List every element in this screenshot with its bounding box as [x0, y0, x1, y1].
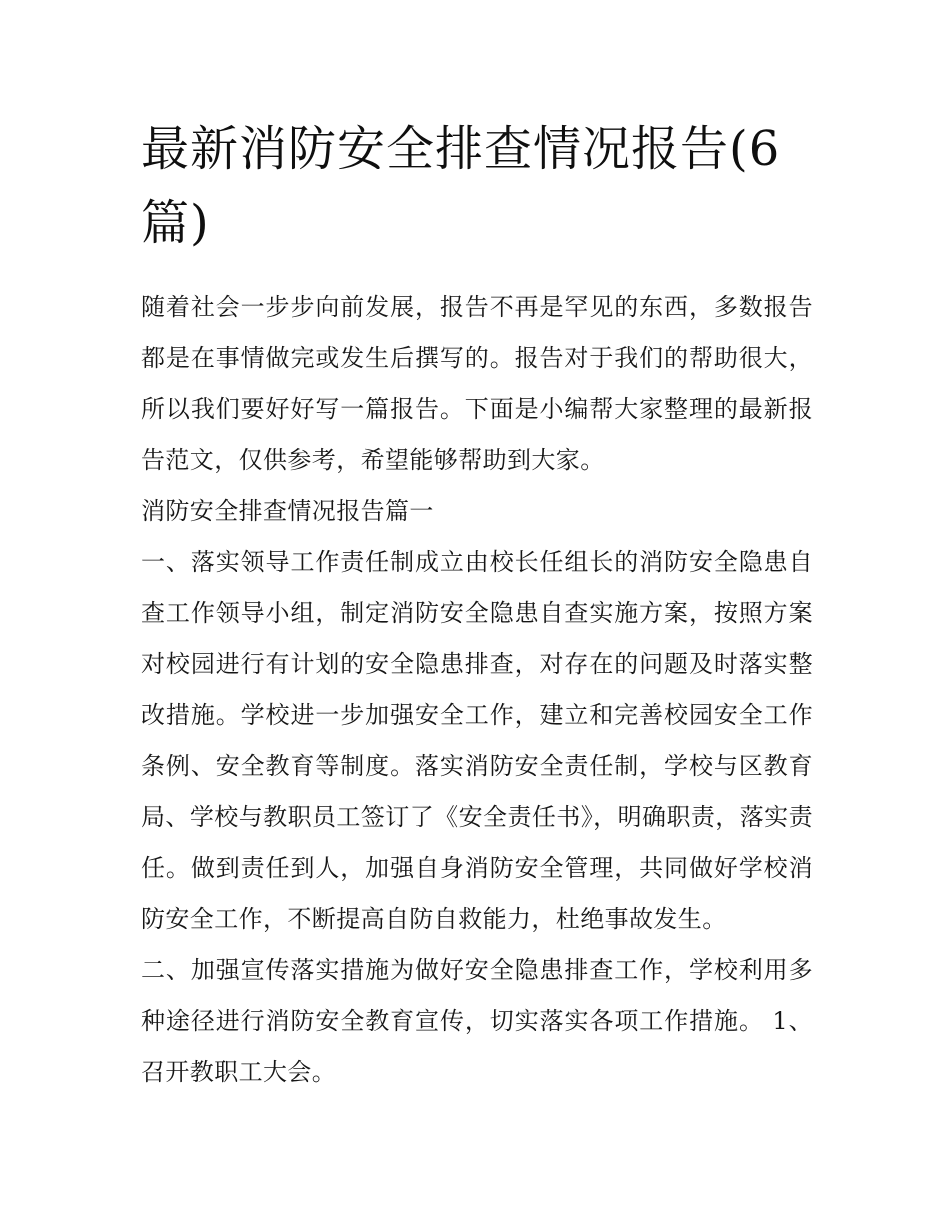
document-title: 最新消防安全排查情况报告(6篇)	[141, 121, 781, 251]
section-heading: 消防安全排查情况报告篇一	[141, 497, 434, 525]
body-paragraph: 一、落实领导工作责任制成立由校长任组长的消防安全隐患自查工作领导小组，制定消防安全隐患自查实施方案，按照方案对校园进行有计划的安全隐患排查，对存在的问题及时落实整改措施。学校进一步加强安全工作，建立和完善校园安全工作条例、安全教育等制度。落实消防安全责任制，学校与区教育局、学校与教职员工签订了《安全责任书》，明确职责，落实责任。做到责任到人，加强自身消防安全管理，共同做好学校消防安全工作，不断提高自防自救能力，杜绝事故发生。	[141, 548, 813, 933]
intro-paragraph: 随着社会一步步向前发展，报告不再是罕见的东西，多数报告都是在事情做完或发生后撰写的。报告对于我们的帮助很大，所以我们要好好写一篇报告。下面是小编帮大家整理的最新报告范文，仅供参考，希望能够帮助到大家。	[141, 293, 813, 474]
body-paragraph: 二、加强宣传落实措施为做好安全隐患排查工作，学校利用多种途径进行消防安全教育宣传，切实落实各项工作措施。 1、召开教职工大会。	[141, 956, 813, 1086]
document-content	[141, 112, 813, 1098]
